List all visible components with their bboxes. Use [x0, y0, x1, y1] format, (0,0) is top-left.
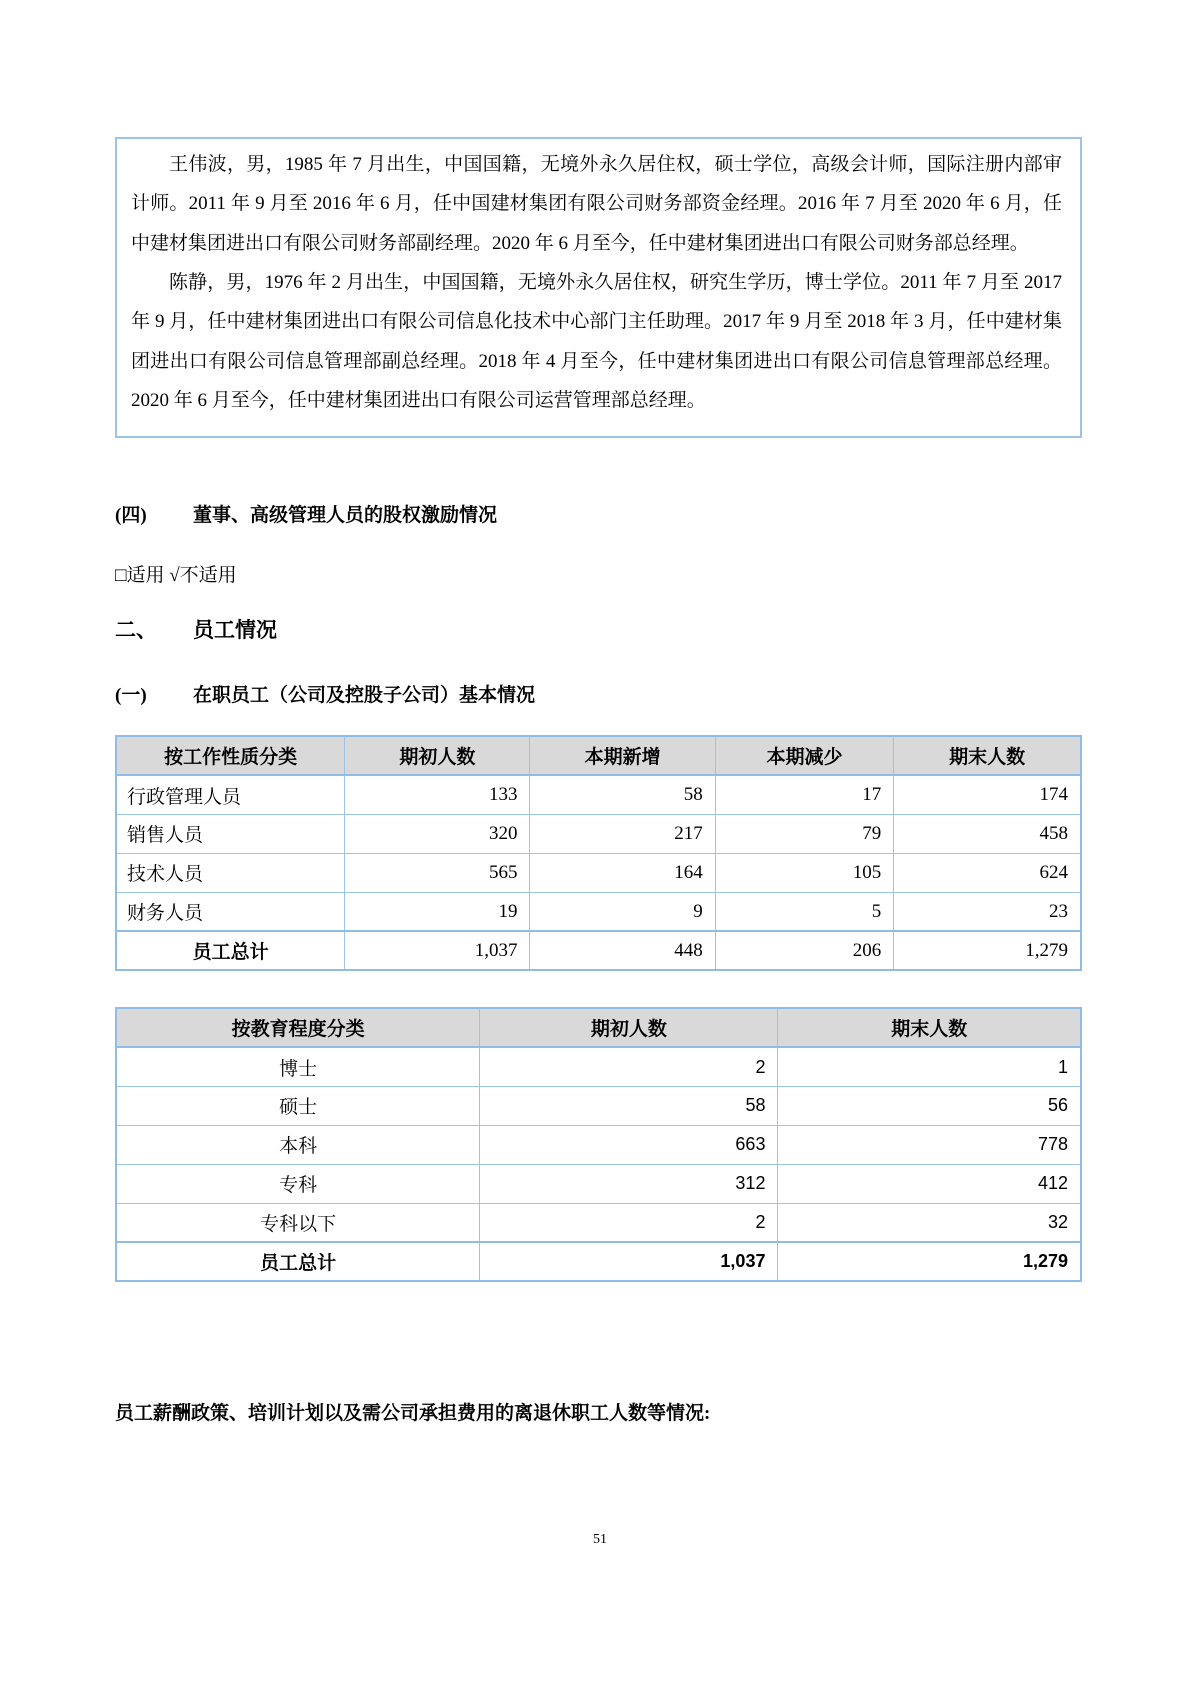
- section-title: 员工情况: [193, 618, 277, 643]
- section-title: 董事、高级管理人员的股权激励情况: [193, 505, 498, 527]
- table-row: [116, 1125, 1081, 1164]
- total-label: 员工总计: [116, 1242, 480, 1281]
- cell-value: 1,037: [480, 1242, 778, 1281]
- column-header: 期末人数: [778, 1008, 1081, 1047]
- cell-value: 174: [894, 775, 1081, 814]
- cell-value: 206: [715, 931, 894, 970]
- salary-policy-note: 员工薪酬政策、培训计划以及需公司承担费用的离退休职工人数等情况:: [115, 1403, 711, 1425]
- section-heading-equity-incentive: [115, 500, 1082, 527]
- cell-value: 19: [345, 892, 530, 931]
- cell-value: 1: [778, 1047, 1081, 1086]
- row-label: 行政管理人员: [116, 775, 345, 814]
- row-label: 财务人员: [116, 892, 345, 931]
- cell-value: 23: [894, 892, 1081, 931]
- cell-value: 624: [894, 853, 1081, 892]
- table-total-row: [116, 1242, 1081, 1281]
- cell-value: 17: [715, 775, 894, 814]
- section-heading-employee-basics: [115, 680, 1082, 707]
- table-row: [116, 892, 1081, 931]
- cell-value: 32: [778, 1203, 1081, 1242]
- table-row: [116, 775, 1081, 814]
- table-row: [116, 1086, 1081, 1125]
- cell-value: 412: [778, 1164, 1081, 1203]
- cell-value: 320: [345, 814, 530, 853]
- table-header-row: [116, 1008, 1081, 1047]
- row-label: 博士: [116, 1047, 480, 1086]
- column-header: 本期减少: [715, 736, 894, 775]
- table-row: [116, 1164, 1081, 1203]
- cell-value: 448: [530, 931, 715, 970]
- section-number: (一): [115, 685, 147, 707]
- table-row: [116, 1203, 1081, 1242]
- cell-value: 58: [530, 775, 715, 814]
- column-header: 期末人数: [894, 736, 1081, 775]
- cell-value: 778: [778, 1125, 1081, 1164]
- cell-value: 1,279: [778, 1242, 1081, 1281]
- cell-value: 56: [778, 1086, 1081, 1125]
- bio-paragraph-chenjing: 陈静，男，1976 年 2 月出生，中国国籍，无境外永久居住权，研究生学历，博士学位。2011 年 7 月至 2017 年 9 月，任中建材集团进出口有限公司信息化技术中心部门主任助理。2017 年 9 月至 2018 年 3 月，任中建材集团进出口有限公司信息管理部副总经理。2018 年 4 月至今，任中建材集团进出口有限公司信息管理部总经理。2020 年 6 月至今，任中建材集团进出口有限公司运营管理部总经理。: [131, 271, 1062, 411]
- cell-value: 79: [715, 814, 894, 853]
- cell-value: 105: [715, 853, 894, 892]
- cell-value: 1,279: [894, 931, 1081, 970]
- cell-value: 217: [530, 814, 715, 853]
- page-number: 51: [593, 1532, 607, 1547]
- employees-by-job-type-table: [115, 735, 1082, 971]
- column-header: 本期新增: [530, 736, 715, 775]
- bio-paragraph-wangweibo: 王伟波，男，1985 年 7 月出生，中国国籍，无境外永久居住权，硕士学位，高级会计师，国际注册内部审计师。2011 年 9 月至 2016 年 6 月，任中国建材集团有限公司财务部资金经理。2016 年 7 月至 2020 年 6 月，任中建材集团进出口有限公司财务部副经理。2020 年 6 月至今，任中建材集团进出口有限公司财务部总经理。: [131, 154, 1062, 254]
- table-row: [116, 853, 1081, 892]
- column-header: 按教育程度分类: [116, 1008, 480, 1047]
- cell-value: 9: [530, 892, 715, 931]
- cell-value: 312: [480, 1164, 778, 1203]
- cell-value: 458: [894, 814, 1081, 853]
- cell-value: 1,037: [345, 931, 530, 970]
- executive-bio-box: [115, 137, 1082, 438]
- row-label: 销售人员: [116, 814, 345, 853]
- section-number: (四): [115, 505, 147, 527]
- applicability-line: □适用 √不适用: [115, 565, 237, 587]
- cell-value: 133: [345, 775, 530, 814]
- table-row: [116, 1047, 1081, 1086]
- row-label: 硕士: [116, 1086, 480, 1125]
- column-header: 期初人数: [480, 1008, 778, 1047]
- employees-by-education-table: [115, 1007, 1082, 1282]
- cell-value: 565: [345, 853, 530, 892]
- total-label: 员工总计: [116, 931, 345, 970]
- row-label: 技术人员: [116, 853, 345, 892]
- row-label: 本科: [116, 1125, 480, 1164]
- cell-value: 5: [715, 892, 894, 931]
- table-row: [116, 814, 1081, 853]
- cell-value: 164: [530, 853, 715, 892]
- column-header: 期初人数: [345, 736, 530, 775]
- table-header-row: [116, 736, 1081, 775]
- row-label: 专科以下: [116, 1203, 480, 1242]
- column-header: 按工作性质分类: [116, 736, 345, 775]
- cell-value: 2: [480, 1047, 778, 1086]
- cell-value: 663: [480, 1125, 778, 1164]
- section-number: 二、: [115, 618, 157, 643]
- section-title: 在职员工（公司及控股子公司）基本情况: [193, 685, 536, 707]
- section-heading-employees: [115, 614, 1082, 644]
- table-total-row: [116, 931, 1081, 970]
- cell-value: 2: [480, 1203, 778, 1242]
- cell-value: 58: [480, 1086, 778, 1125]
- row-label: 专科: [116, 1164, 480, 1203]
